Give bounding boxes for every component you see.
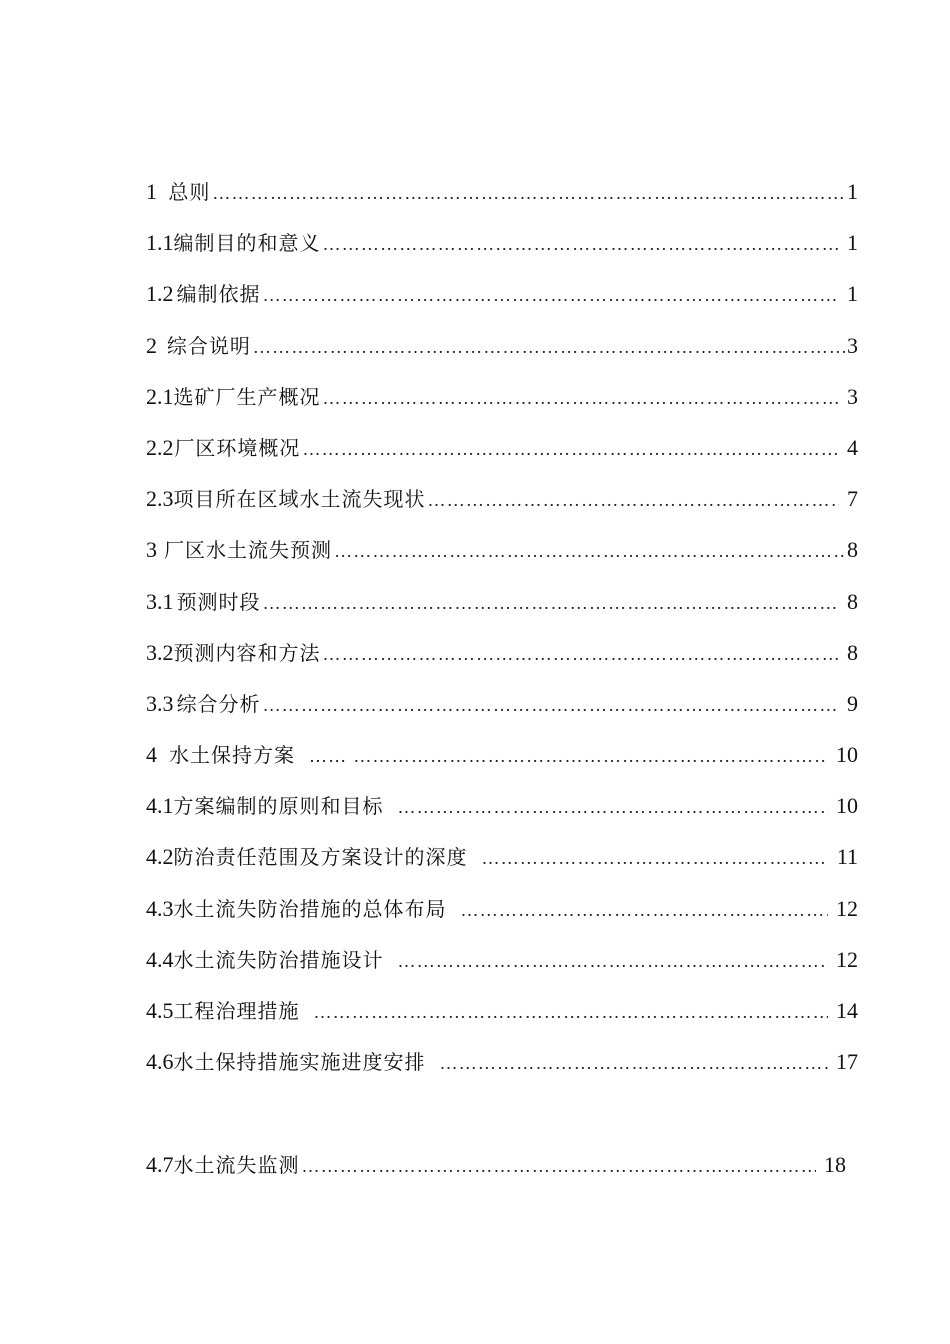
toc-leader-dots bbox=[428, 480, 840, 520]
toc-title: 编制目的和意义 bbox=[173, 231, 321, 256]
toc-leader-dots bbox=[482, 838, 829, 878]
toc-title: 水土保持措施实施进度安排 bbox=[173, 1050, 426, 1075]
toc-title: 厂区水土流失预测 bbox=[164, 538, 333, 563]
toc-title: 编制依据 bbox=[176, 282, 261, 307]
toc-title: 水土流失防治措施的总体布局 bbox=[173, 896, 447, 921]
toc-number: 3 bbox=[146, 537, 157, 563]
toc-entry-4-7[interactable] bbox=[146, 1145, 846, 1196]
toc-entry-4-1[interactable] bbox=[146, 786, 858, 837]
toc-page-number: 10 bbox=[836, 742, 858, 768]
toc-entry-3[interactable] bbox=[146, 530, 858, 581]
toc-number: 2.2 bbox=[146, 434, 174, 460]
toc-leader-dots bbox=[253, 327, 845, 367]
toc-title: 方案编制的原则和目标 bbox=[173, 794, 384, 819]
toc-entry-3-2[interactable] bbox=[146, 633, 858, 684]
toc-number: 4.7 bbox=[146, 1152, 174, 1178]
toc-page-number: 11 bbox=[836, 844, 858, 870]
toc-title: 厂区环境概况 bbox=[174, 435, 301, 460]
toc-leader-dots bbox=[263, 583, 839, 623]
toc-number: 4.5 bbox=[146, 998, 174, 1023]
toc-entry-1-2[interactable] bbox=[146, 274, 858, 325]
toc-title: 防治责任范围及方案设计的深度 bbox=[173, 845, 468, 870]
toc-title: 预测时段 bbox=[176, 589, 261, 614]
toc-page-number: 3 bbox=[847, 332, 858, 358]
toc-page-number: 1 bbox=[847, 179, 858, 204]
table-of-contents bbox=[146, 172, 858, 1197]
toc-number: 3.2 bbox=[146, 639, 174, 665]
toc-leader-dots bbox=[263, 275, 839, 315]
toc-title: 选矿厂生产概况 bbox=[173, 384, 321, 409]
toc-title: 水土保持方案 bbox=[168, 743, 295, 768]
toc-entry-3-3[interactable] bbox=[146, 684, 858, 735]
toc-number: 2.3 bbox=[146, 486, 174, 512]
toc-entry-4-5[interactable] bbox=[146, 991, 858, 1042]
toc-title: 预测内容和方法 bbox=[173, 640, 321, 665]
toc-leader-dots bbox=[440, 1043, 829, 1083]
toc-title: 水土流失防治措施设计 bbox=[173, 947, 384, 972]
toc-entry-4-6[interactable] bbox=[146, 1042, 858, 1093]
toc-title: 综合说明 bbox=[166, 333, 251, 358]
toc-leader-dots bbox=[334, 531, 845, 571]
toc-title: 综合分析 bbox=[176, 691, 261, 716]
toc-number: 2 bbox=[146, 332, 157, 358]
toc-number: 1.1 bbox=[146, 230, 174, 256]
toc-number: 4.2 bbox=[146, 844, 174, 870]
toc-entry-2-3[interactable] bbox=[146, 479, 858, 530]
toc-page-number: 4 bbox=[847, 434, 858, 460]
toc-leader-dots bbox=[323, 634, 840, 674]
toc-leader-dots bbox=[263, 685, 839, 725]
toc-page-number: 12 bbox=[836, 946, 858, 972]
toc-page-number: 1 bbox=[847, 281, 858, 307]
toc-leader-dots bbox=[323, 224, 840, 264]
toc-page-number: 7 bbox=[847, 486, 858, 512]
toc-page-number: 12 bbox=[836, 895, 858, 921]
toc-page-number: 8 bbox=[847, 639, 858, 665]
toc-title: 水土流失监测 bbox=[173, 1153, 300, 1178]
toc-number: 3.1 bbox=[146, 588, 174, 614]
toc-extra-dots: …… bbox=[308, 746, 348, 767]
toc-number: 4 bbox=[146, 742, 157, 768]
toc-entry-3-1[interactable] bbox=[146, 582, 858, 633]
toc-page-number: 8 bbox=[847, 537, 858, 563]
toc-number: 4.4 bbox=[146, 946, 174, 972]
toc-page-number: 3 bbox=[847, 383, 858, 409]
toc-entry-4[interactable] bbox=[146, 735, 858, 786]
toc-number: 4.1 bbox=[146, 793, 174, 819]
toc-leader-dots bbox=[323, 378, 840, 418]
toc-entry-1-1[interactable] bbox=[146, 223, 858, 274]
toc-leader-dots bbox=[302, 1146, 817, 1186]
toc-entry-2-1[interactable] bbox=[146, 377, 858, 428]
toc-title: 总则 bbox=[168, 180, 211, 204]
toc-number: 2.1 bbox=[146, 383, 174, 409]
toc-leader-dots bbox=[314, 992, 829, 1032]
toc-number: 3.3 bbox=[146, 690, 174, 716]
toc-page-number: 10 bbox=[836, 793, 858, 819]
toc-page-number: 18 bbox=[824, 1152, 846, 1178]
toc-entry-1[interactable] bbox=[146, 172, 858, 223]
toc-title: 项目所在区域水土流失现状 bbox=[173, 487, 426, 512]
toc-leader-dots bbox=[461, 890, 829, 930]
toc-leader-dots bbox=[302, 429, 839, 469]
toc-number: 1 bbox=[146, 179, 157, 204]
toc-number: 4.3 bbox=[146, 895, 174, 921]
toc-entry-2-2[interactable] bbox=[146, 428, 858, 479]
toc-page-number: 14 bbox=[836, 998, 858, 1023]
toc-number: 4.6 bbox=[146, 1049, 174, 1075]
toc-page-number: 9 bbox=[847, 690, 858, 716]
toc-leader-dots bbox=[212, 173, 845, 213]
toc-page-number: 8 bbox=[847, 588, 858, 614]
toc-page-number: 17 bbox=[836, 1049, 858, 1075]
toc-entry-4-3[interactable] bbox=[146, 889, 858, 940]
toc-leader-dots bbox=[398, 787, 829, 827]
toc-entry-4-2[interactable] bbox=[146, 837, 858, 888]
toc-entry-4-4[interactable] bbox=[146, 940, 858, 991]
toc-entry-2[interactable] bbox=[146, 326, 858, 377]
toc-leader-dots bbox=[398, 941, 829, 981]
toc-page-number: 1 bbox=[847, 230, 858, 256]
toc-leader-dots bbox=[353, 736, 828, 776]
toc-number: 1.2 bbox=[146, 281, 174, 307]
toc-title: 工程治理措施 bbox=[173, 999, 300, 1023]
